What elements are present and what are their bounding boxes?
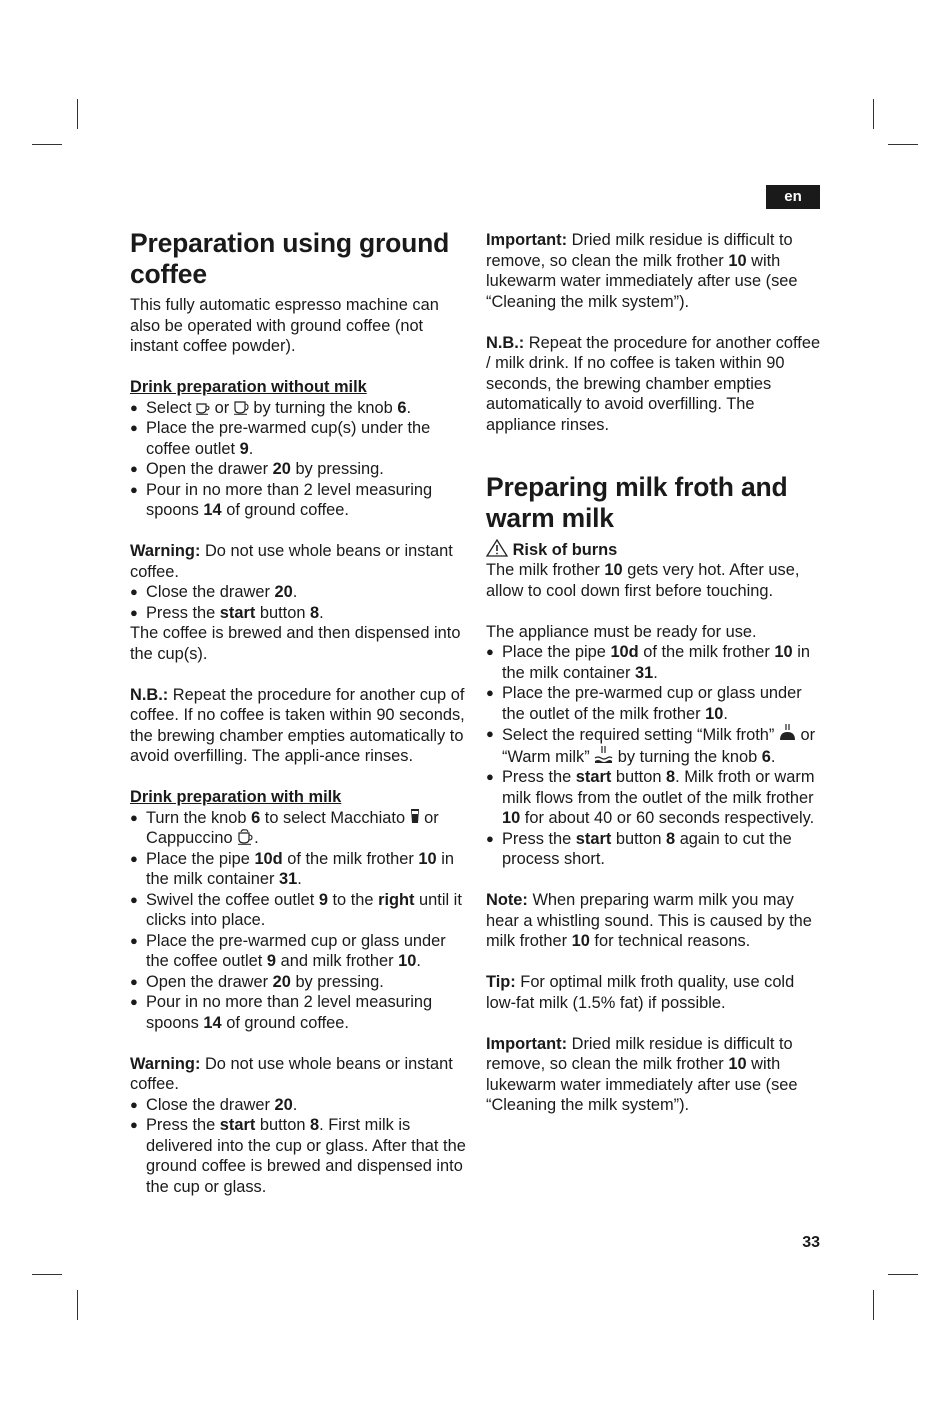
warning-paragraph: Warning: Do not use whole beans or instant coffee. (130, 1054, 453, 1093)
warning-paragraph: Warning: Do not use whole beans or instant coffee. (130, 542, 453, 581)
steps-with-milk-continued (130, 1095, 470, 1198)
list-item: ● Turn the knob 6 to select Macchiato or Cappuccino . (130, 808, 470, 849)
warning-triangle-icon (486, 539, 508, 557)
steps-with-milk (130, 808, 470, 1034)
subheading-with-milk: Drink preparation with milk (130, 788, 342, 806)
list-item: ● Swivel the coffee outlet 9 to the right until it clicks into place. (130, 890, 470, 931)
crop-mark (77, 1290, 78, 1320)
list-item: ● Place the pipe 10d of the milk frother 10 in the milk container 31. (130, 849, 470, 890)
crop-mark (873, 99, 874, 129)
list-item: ● Open the drawer 20 by pressing. (130, 459, 470, 480)
list-item: ● Place the pipe 10d of the milk frother 10 in the milk container 31. (486, 642, 826, 683)
list-item: ● Pour in no more than 2 level measuring spoons 14 of ground coffee. (130, 992, 470, 1033)
list-item: ● Place the pre-warmed cup(s) under the coffee outlet 9. (130, 418, 470, 459)
section-heading-milk-froth: Preparing milk froth and warm milk (486, 471, 788, 533)
crop-mark (32, 1274, 62, 1275)
page-number: 33 (802, 1234, 820, 1251)
crop-mark (32, 144, 62, 145)
left-column (130, 228, 470, 1197)
list-item: ● Place the pre-warmed cup or glass under the outlet of the milk frother 10. (486, 683, 826, 724)
language-tab: en (766, 185, 820, 209)
risk-of-burns-heading: Risk of burns (486, 539, 826, 561)
section-heading-ground-coffee: Preparation using ground coffee (130, 228, 450, 289)
list-item: ● Press the start button 8. (130, 603, 470, 624)
subheading-without-milk: Drink preparation without milk (130, 378, 367, 396)
crop-mark (888, 144, 918, 145)
list-item: ● Pour in no more than 2 level measuring spoons 14 of ground coffee. (130, 480, 470, 521)
macchiato-glass-icon (410, 808, 420, 825)
list-item: ● Press the start button 8. Milk froth or warm milk flows from the outlet of the milk frother 10 for about 40 or 60 seconds respectively. (486, 767, 826, 829)
steps-without-milk-continued (130, 582, 470, 623)
nb-paragraph: N.B.: Repeat the procedure for another coffee / milk drink. If no coffee is taken within 90 seconds, the brewing chamber empties automatically to avoid overfilling. The appliance rinses. (486, 333, 821, 434)
list-item: ● Open the drawer 20 by pressing. (130, 972, 470, 993)
ready-paragraph: The appliance must be ready for use. (486, 622, 757, 641)
nb-paragraph: N.B.: Repeat the procedure for another cup of coffee. If no coffee is taken within 90 seconds, the brewing chamber empties automatically to avoid overfilling. The appli-ance rinses. (130, 685, 465, 765)
cup-large-icon (234, 401, 249, 415)
important-paragraph: Important: Dried milk residue is difficult to remove, so clean the milk frother 10 with lukewarm water immediately after use (see “Cleaning the milk system”). (486, 231, 798, 311)
tip-paragraph: Tip: For optimal milk froth quality, use cold low-fat milk (1.5% fat) if possible. (486, 973, 795, 1012)
note-paragraph: Note: When preparing warm milk you may hear a whistling sound. This is caused by the milk frother 10 for technical reasons. (486, 891, 812, 950)
warm-milk-icon (594, 746, 613, 764)
crop-mark (873, 1290, 874, 1320)
list-item: ● Select the required setting “Milk froth” or “Warm milk” by turning the knob 6. (486, 724, 826, 767)
cup-small-icon (196, 402, 210, 415)
risk-paragraph: The milk frother 10 gets very hot. After use, allow to cool down first before touching. (486, 561, 800, 600)
crop-mark (77, 99, 78, 129)
list-item: ● Place the pre-warmed cup or glass under the coffee outlet 9 and milk frother 10. (130, 931, 470, 972)
result-paragraph: The coffee is brewed and then dispensed into the cup(s). (130, 624, 461, 663)
crop-mark (888, 1274, 918, 1275)
intro-paragraph: This fully automatic espresso machine can also be operated with ground coffee (not instant coffee powder). (130, 296, 439, 355)
right-column (486, 230, 826, 1116)
list-item: ● Select or by turning the knob 6. (130, 398, 470, 419)
list-item: ● Close the drawer 20. (130, 1095, 470, 1116)
steps-milk-froth (486, 642, 826, 870)
important-paragraph: Important: Dried milk residue is difficult to remove, so clean the milk frother 10 with lukewarm water immediately after use (see “Cleaning the milk system”). (486, 1034, 798, 1114)
list-item: ● Press the start button 8 again to cut the process short. (486, 829, 826, 870)
milk-froth-icon (779, 724, 796, 742)
steps-without-milk (130, 398, 470, 521)
list-item: ● Close the drawer 20. (130, 582, 470, 603)
cappuccino-cup-icon (237, 829, 254, 845)
list-item: ● Press the start button 8. First milk is delivered into the cup or glass. After that the ground coffee is brewed and dispensed into the cup or glass. (130, 1115, 470, 1197)
